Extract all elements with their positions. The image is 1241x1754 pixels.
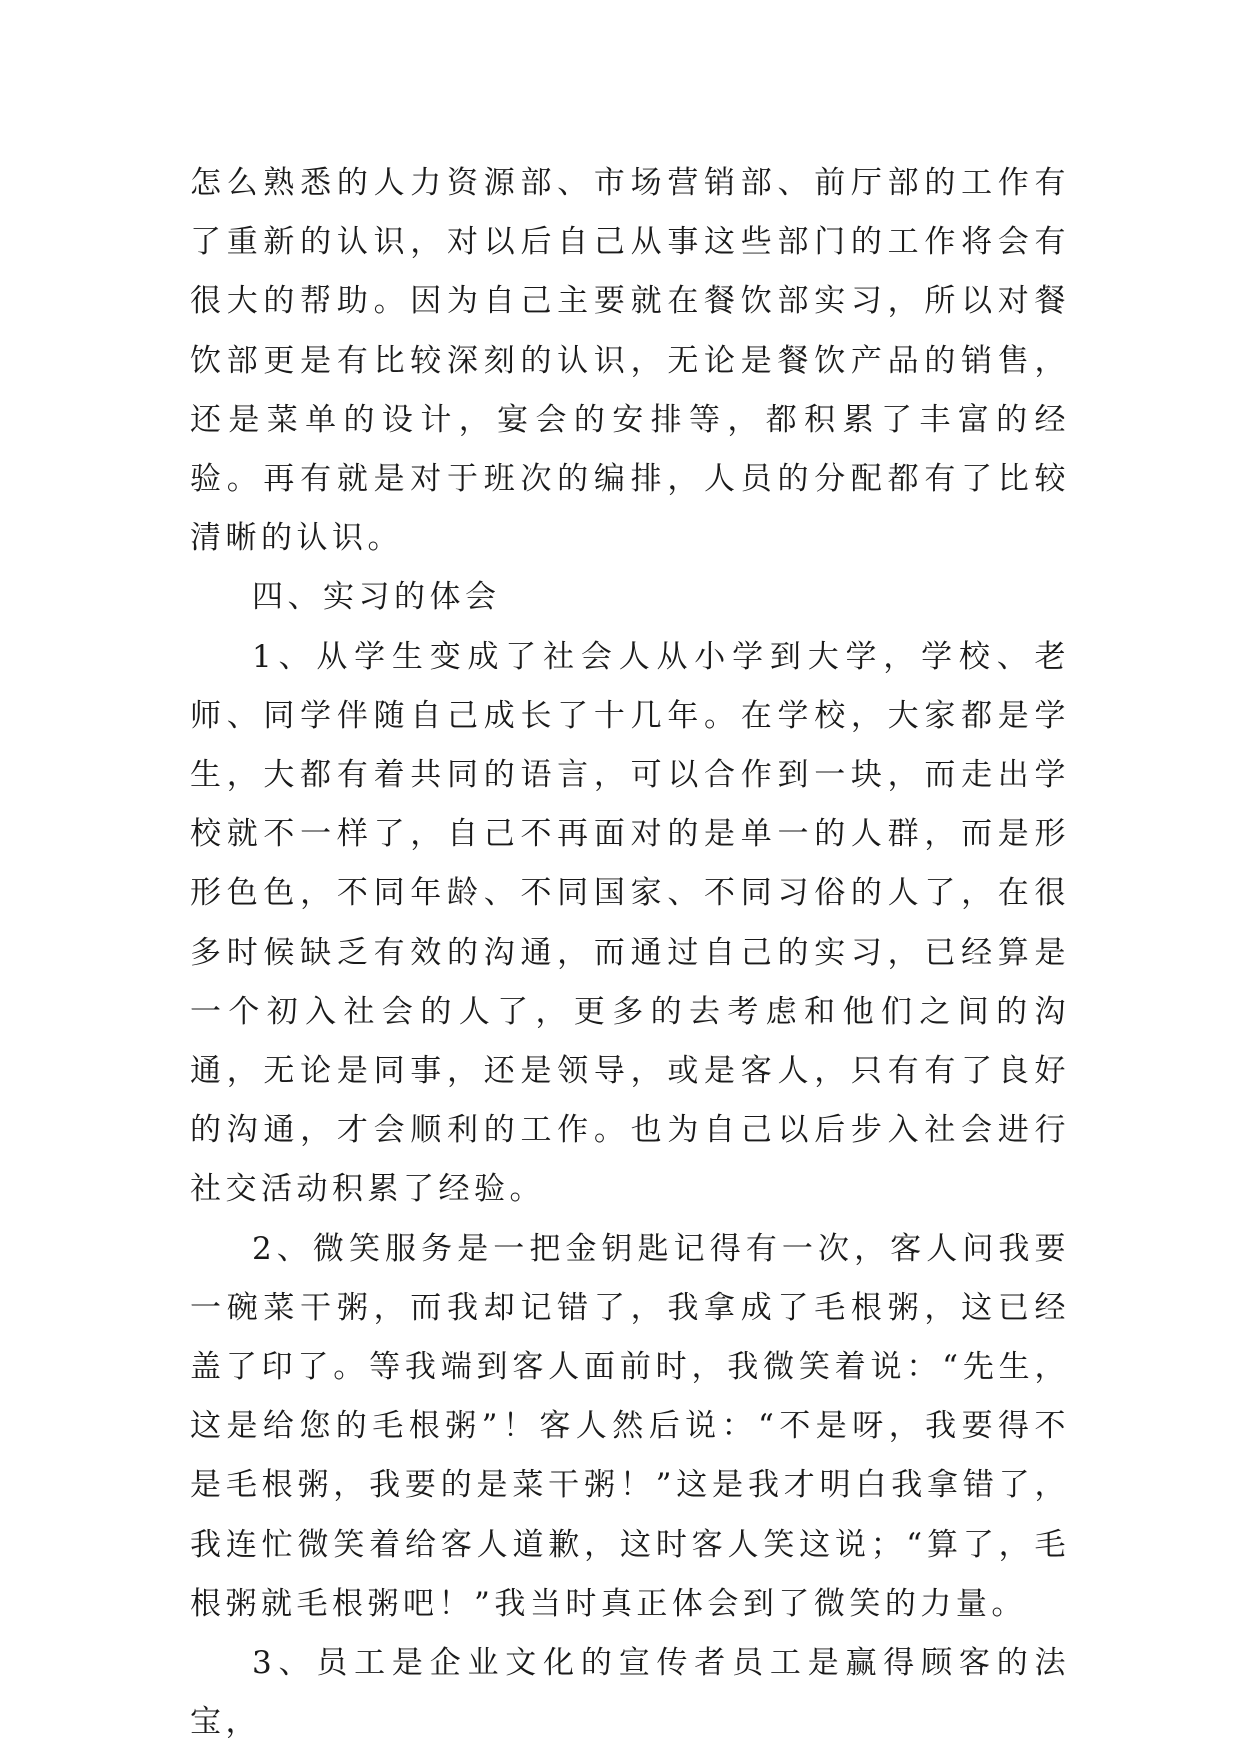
- paragraph-point-1: 1、从学生变成了社会人从小学到大学，学校、老师、同学伴随自己成长了十几年。在学校，大家都是学生，大都有着共同的语言，可以合作到一块，而走出学校就不一样了，自己不再面对的是单一的人群，而是形形色色，不同年龄、不同国家、不同习俗的人了，在很多时候缺乏有效的沟通，而通过自己的实习，已经算是一个初入社会的人了，更多的去考虑和他们之间的沟通，无论是同事，还是领导，或是客人，只有有了良好的沟通，才会顺利的工作。也为自己以后步入社会进行社交活动积累了经验。: [190, 638, 1070, 1208]
- document-body: [190, 154, 1070, 1752]
- paragraph-1: 怎么熟悉的人力资源部、市场营销部、前厅部的工作有了重新的认识，对以后自己从事这些部门的工作将会有很大的帮助。因为自己主要就在餐饮部实习，所以对餐饮部更是有比较深刻的认识，无论是餐饮产品的销售，还是菜单的设计，宴会的安排等，都积累了丰富的经验。再有就是对于班次的编排，人员的分配都有了比较清晰的认识。: [190, 165, 1070, 557]
- paragraph-point-3: 3、员工是企业文化的宣传者员工是赢得顾客的法宝，: [190, 1645, 1070, 1741]
- section-heading-internship-experience: 四、实习的体会: [252, 579, 501, 616]
- paragraph-point-2: 2、微笑服务是一把金钥匙记得有一次，客人问我要一碗菜干粥，而我却记错了，我拿成了毛根粥，这已经盖了印了。等我端到客人面前时，我微笑着说：“先生，这是给您的毛根粥”！客人然后说：“不是呀，我要得不是毛根粥，我要的是菜干粥！”这是我才明白我拿错了，我连忙微笑着给客人道歉，这时客人笑这说；“算了，毛根粥就毛根粥吧！”我当时真正体会到了微笑的力量。: [190, 1230, 1070, 1622]
